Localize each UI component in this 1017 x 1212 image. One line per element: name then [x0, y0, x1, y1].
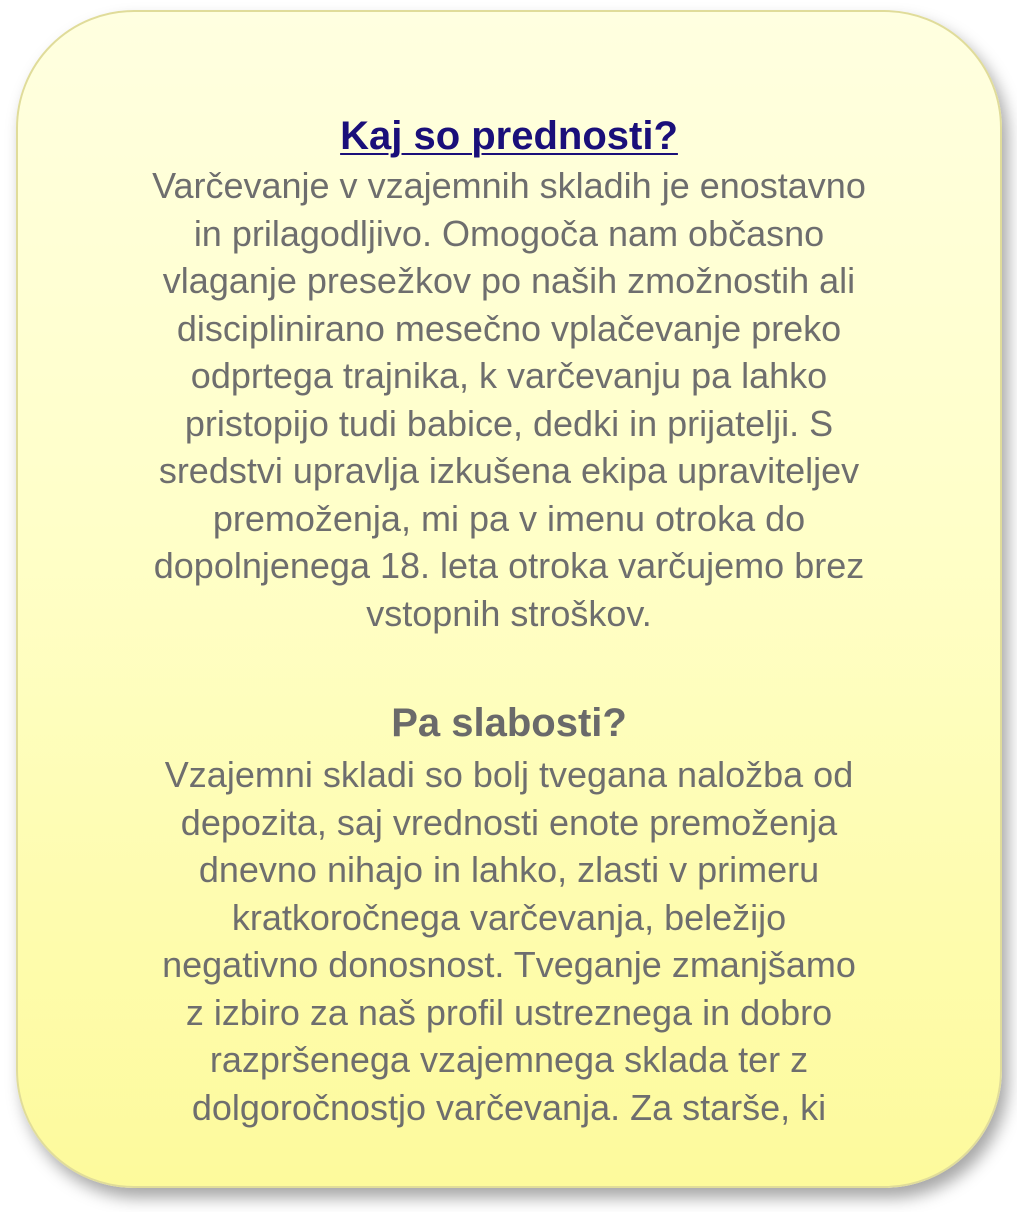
advantages-paragraph	[78, 162, 940, 637]
paragraph-line: pristopijo tudi babice, dedki in prijatelji. S	[184, 402, 834, 444]
paragraph-line: z izbiro za naš profil ustreznega in dobro	[185, 991, 833, 1033]
paragraph-line: dnevno nihajo in lahko, zlasti v primeru	[198, 849, 820, 890]
paragraph-line: depozita, saj vrednosti enote premoženja	[180, 801, 838, 843]
paragraph-line: dopolnjenega 18. leta otroka varčujemo brez	[153, 545, 865, 586]
paragraph-line: vlaganje presežkov po naših zmožnostih ali	[162, 260, 856, 301]
paragraph-line: razpršenega vzajemnega sklada ter z	[209, 1039, 809, 1080]
paragraph-line: Vzajemni skladi so bolj tvegana naložba od	[164, 754, 854, 795]
weaknesses-paragraph	[78, 751, 940, 1131]
paragraph-line: negativno donosnost. Tveganje zmanjšamo	[162, 944, 856, 985]
advantages-heading-link[interactable]: Kaj so prednosti?	[340, 114, 678, 158]
paragraph-line: Varčevanje v vzajemnih skladih je enostavno	[152, 165, 866, 206]
weaknesses-heading: Pa slabosti?	[391, 701, 627, 745]
paragraph-line: in prilagodljivo. Omogoča nam občasno	[193, 212, 825, 254]
paragraph-line: odprtega trajnika, k varčevanju pa lahko	[190, 355, 828, 396]
paragraph-line: disciplinirano mesečno vplačevanje preko	[176, 307, 842, 349]
card-content	[78, 110, 940, 1131]
paragraph-line: dolgoročnostjo varčevanja. Za starše, ki	[191, 1086, 827, 1128]
paragraph-line: kratkoročnega varčevanja, beležijo	[231, 896, 787, 938]
paragraph-line: sredstvi upravlja izkušena ekipa upraviteljev	[158, 450, 860, 491]
paragraph-line: vstopnih stroškov.	[366, 592, 652, 634]
info-card	[16, 10, 1002, 1188]
paragraph-line: premoženja, mi pa v imenu otroka do	[212, 497, 806, 539]
